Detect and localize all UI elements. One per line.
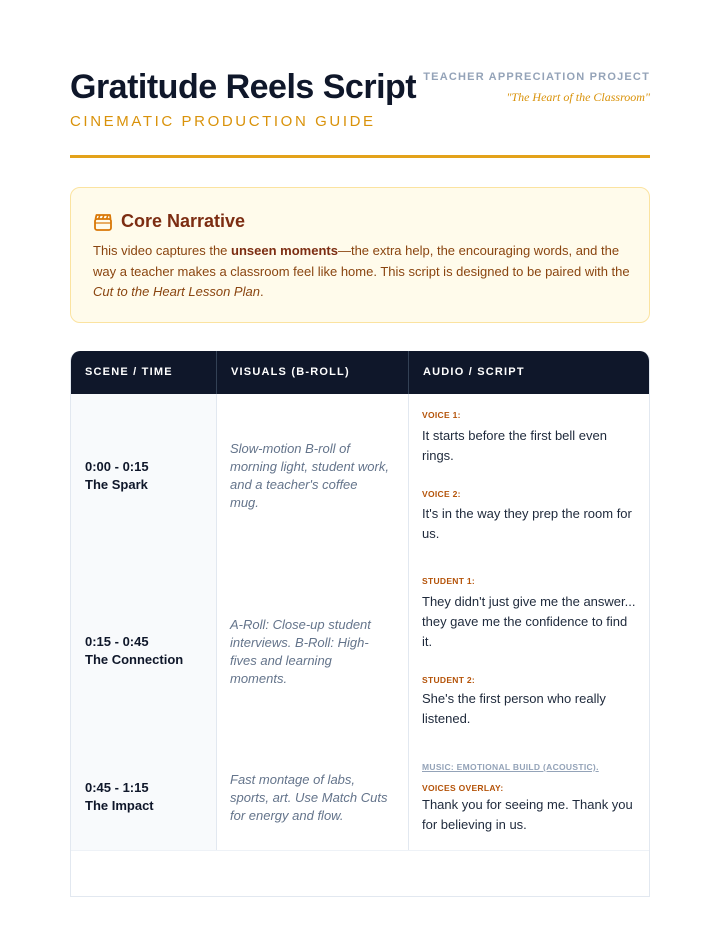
callout-title: Core Narrative [121, 211, 246, 231]
project-tagline: "The Heart of the Classroom" [506, 90, 650, 104]
table-header [71, 351, 649, 394]
scene-name: The Spark [85, 477, 148, 492]
script-table [70, 351, 650, 897]
script-line: It's in the way they prep the room for us. [422, 506, 632, 541]
table-row-3-scene [85, 779, 154, 815]
column-header-visuals: VISUALS (B-ROLL) [216, 351, 408, 394]
speaker-label: VOICE 1: [422, 410, 461, 420]
script-line: She's the first person who really listened. [422, 691, 606, 726]
table-row-1-scene [85, 458, 149, 494]
table-row-3-visual: Fast montage of labs, sports, art. Use Match Cuts for energy and flow. [230, 772, 388, 823]
scene-name: The Impact [85, 798, 154, 813]
music-cue: MUSIC: EMOTIONAL BUILD (ACOUSTIC). [422, 762, 599, 772]
scene-time: 0:00 - 0:15 [85, 459, 149, 474]
table-row-2-visual: A-Roll: Close-up student interviews. B-Roll: High-fives and learning moments. [230, 617, 371, 686]
lesson-plan-reference: Cut to the Heart Lesson Plan [93, 284, 260, 299]
scene-time: 0:45 - 1:15 [85, 780, 149, 795]
body-text: . [259, 284, 264, 299]
core-narrative-callout [70, 187, 650, 323]
table-row-divider [71, 850, 649, 851]
column-divider [408, 394, 409, 850]
speaker-label: STUDENT 1: [422, 576, 476, 586]
project-label: TEACHER APPRECIATION PROJECT [423, 71, 650, 83]
clapperboard-icon [93, 212, 113, 232]
speaker-label: STUDENT 2: [422, 675, 476, 685]
scene-name: The Connection [85, 652, 184, 667]
header-divider [70, 155, 650, 158]
column-header-audio: AUDIO / SCRIPT [408, 351, 649, 394]
speaker-label: VOICES OVERLAY: [422, 783, 504, 793]
scene-time: 0:15 - 0:45 [85, 634, 149, 649]
page-subtitle: CINEMATIC PRODUCTION GUIDE [70, 113, 376, 130]
table-row-1-visual: Slow-motion B-roll of morning light, student work, and a teacher's coffee mug. [230, 441, 389, 510]
page-header [70, 68, 650, 158]
body-text: This video captures the [93, 243, 232, 258]
column-header-scene: SCENE / TIME [85, 366, 173, 378]
script-line: Thank you for seeing me. Thank you for believing in us. [422, 797, 633, 832]
script-line: It starts before the first bell even rings. [422, 428, 607, 463]
script-line: They didn't just give me the answer... they gave me the confidence to find it. [422, 594, 636, 649]
speaker-label: VOICE 2: [422, 489, 461, 499]
table-row-2-scene [85, 633, 183, 669]
callout-body [93, 241, 633, 303]
body-emphasis: unseen moments [231, 243, 338, 258]
column-divider [216, 394, 217, 850]
page-title: Gratitude Reels Script [70, 68, 417, 106]
body-text: —the extra help, the encouraging words, and the way a teacher makes a classroom feel like home. This script is designed to be paired with the [93, 243, 630, 279]
